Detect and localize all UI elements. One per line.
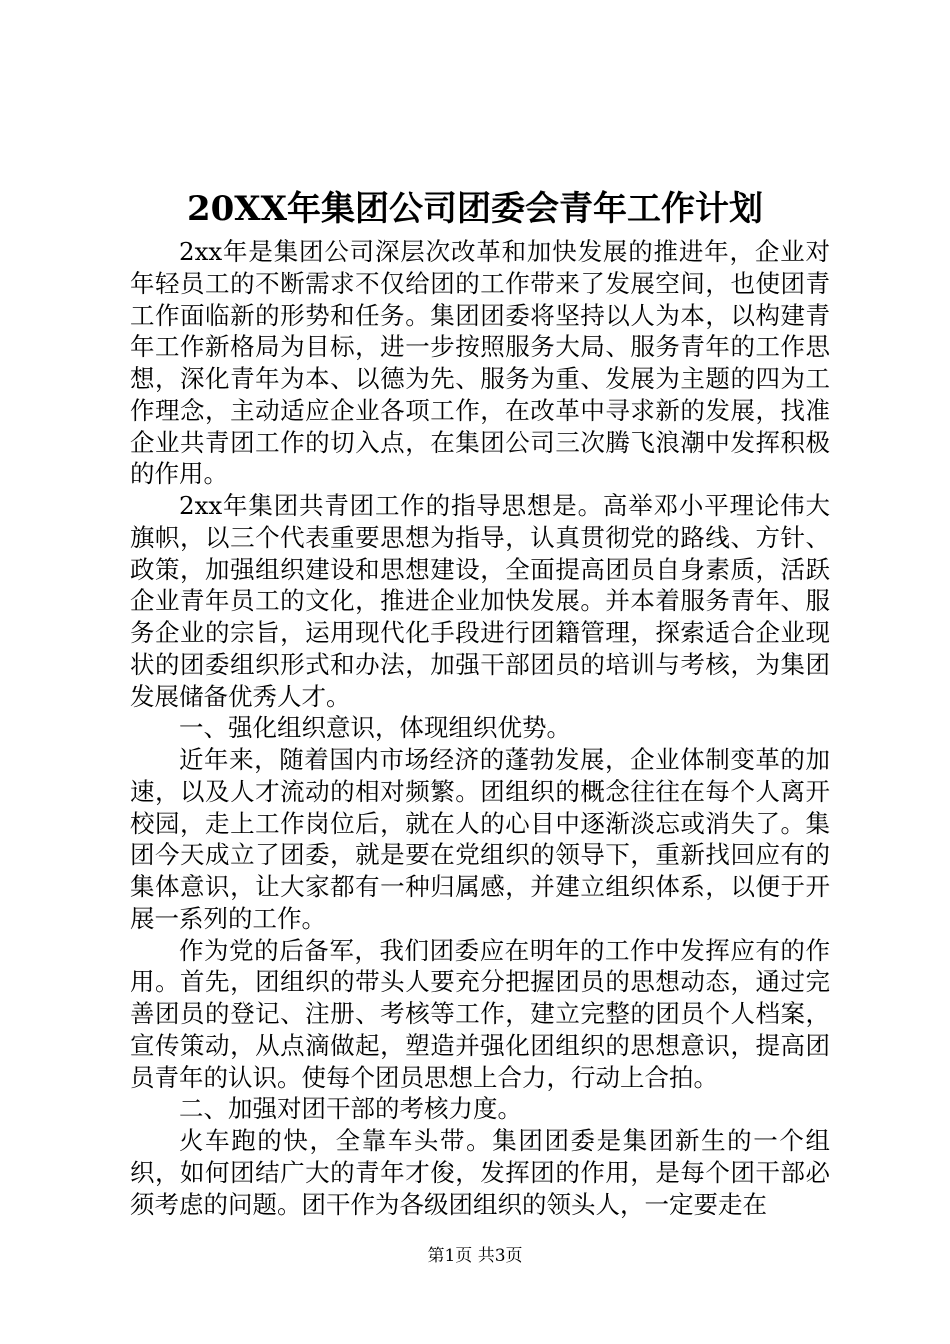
paragraph-intro: 2xx年是集团公司深层次改革和加快发展的推进年，企业对年轻员工的不断需求不仅给团的工作带来了发展空间，也使团青工作面临新的形势和任务。集团团委将坚持以人为本，以构建青年工作新格局为目标，进一步按照服务大局、服务青年的工作思想，深化青年为本、以德为先、服务为重、发展为主题的四为工作理念，主动适应企业各项工作，在改革中寻求新的发展，找准企业共青团工作的切入点，在集团公司三次腾飞浪潮中发挥积极的作用。: [130, 237, 830, 489]
document-body: [130, 236, 830, 1220]
page-number-footer: 第1页 共3页: [427, 1246, 523, 1266]
paragraph-guiding-thought: 2xx年集团共青团工作的指导思想是。高举邓小平理论伟大旗帜，以三个代表重要思想为指导，认真贯彻党的路线、方针、政策，加强组织建设和思想建设，全面提高团员自身素质，活跃企业青年员工的文化，推进企业加快发展。并本着服务青年、服务企业的宗旨，运用现代化手段进行团籍管理，探索适合企业现状的团委组织形式和办法，加强干部团员的培训与考核，为集团发展储备优秀人才。: [130, 491, 830, 711]
paragraph-section-2-a: 火车跑的快，全靠车头带。集团团委是集团新生的一个组织，如何团结广大的青年才俊，发挥团的作用，是每个团干部必须考虑的问题。团干作为各级团组织的领头人，一定要走在: [130, 1126, 830, 1219]
section-heading-2: 二、加强对团干部的考核力度。: [179, 1094, 522, 1124]
paragraph-section-1-b: 作为党的后备军，我们团委应在明年的工作中发挥应有的作用。首先，团组织的带头人要充分把握团员的思想动态，通过完善团员的登记、注册、考核等工作，建立完整的团员个人档案，宣传策动，从点滴做起，塑造并强化团组织的思想意识，提高团员青年的认识。使每个团员思想上合力，行动上合拍。: [130, 935, 830, 1092]
page-title: 20XX年集团公司团委会青年工作计划: [186, 189, 764, 229]
paragraph-section-1-a: 近年来，随着国内市场经济的蓬勃发展，企业体制变革的加速，以及人才流动的相对频繁。团组织的概念往往在每个人离开校园，走上工作岗位后，就在人的心目中逐渐淡忘或消失了。集团今天成立了团委，就是要在党组织的领导下，重新找回应有的集体意识，让大家都有一种归属感，并建立组织体系，以便于开展一系列的工作。: [130, 745, 830, 933]
section-heading-1: 一、强化组织意识，体现组织优势。: [179, 713, 571, 743]
